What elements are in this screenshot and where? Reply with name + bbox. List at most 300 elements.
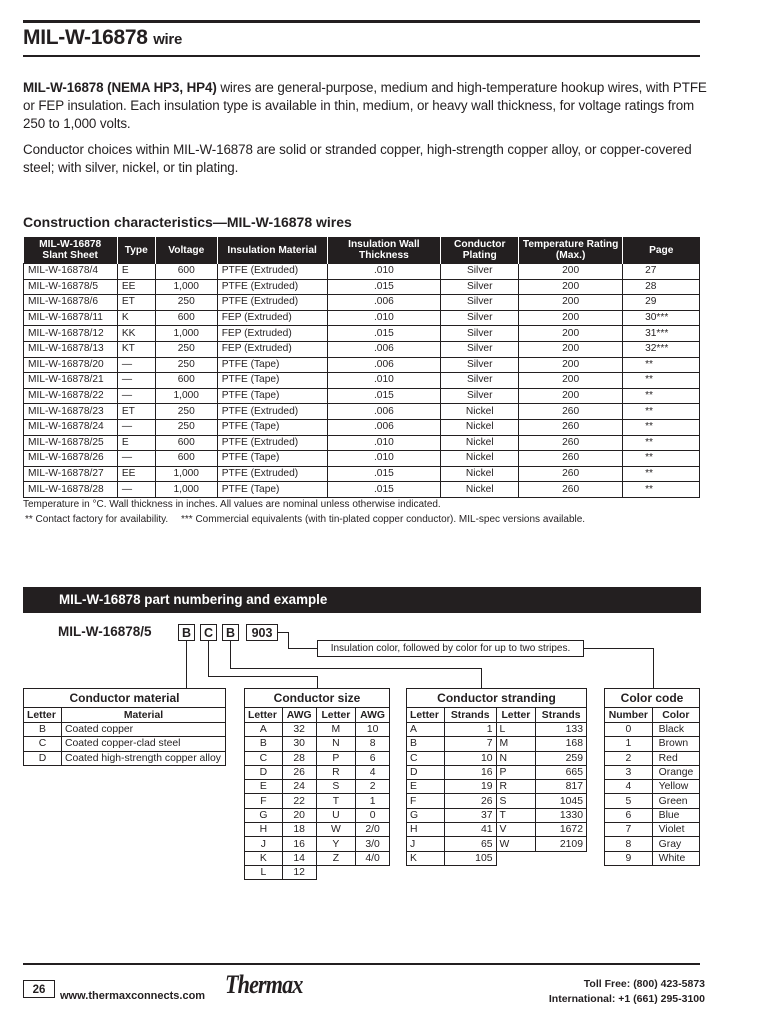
table-cell: FEP (Extruded) xyxy=(217,326,327,342)
table-row xyxy=(605,765,700,779)
table-row xyxy=(24,419,700,435)
table-cell: Silver xyxy=(441,295,519,311)
connector-line xyxy=(208,676,318,677)
table-cell: 200 xyxy=(519,326,623,342)
table-cell: Green xyxy=(652,794,699,808)
table-cell: 4 xyxy=(356,765,390,779)
table-cell: 600 xyxy=(155,264,217,280)
table-cell: 250 xyxy=(155,404,217,420)
table-cell: ET xyxy=(117,295,155,311)
table-cell: Silver xyxy=(441,388,519,404)
intro-paragraph-2: Conductor choices within MIL-W-16878 are solid or stranded copper, high-strength copper alloy, or copper-covered steel; with silver, nickel, or tin plating. xyxy=(23,142,692,175)
table-cell: 6 xyxy=(605,808,653,822)
table-row xyxy=(24,723,226,737)
table-cell: MIL-W-16878/27 xyxy=(24,466,118,482)
conductor-material-header xyxy=(24,708,226,723)
table-cell: ** xyxy=(623,373,700,389)
table-cell: 31*** xyxy=(623,326,700,342)
table-row xyxy=(605,808,700,822)
table-cell: .015 xyxy=(327,326,441,342)
column-header: Insulation Material xyxy=(217,237,327,264)
website-link[interactable]: www.thermaxconnects.com xyxy=(60,990,206,1002)
table-cell: — xyxy=(117,482,155,498)
table-row xyxy=(24,388,700,404)
table-cell: P xyxy=(496,765,536,779)
title-main: MIL-W-16878 xyxy=(23,26,148,49)
table-cell: MIL-W-16878/13 xyxy=(24,341,118,357)
construction-note-2 xyxy=(25,514,585,525)
part-numbering-heading: MIL-W-16878 part numbering and example xyxy=(59,592,328,607)
table-cell: ET xyxy=(117,404,155,420)
table-cell: 200 xyxy=(519,341,623,357)
table-row xyxy=(407,737,587,751)
table-cell: 3 xyxy=(605,765,653,779)
table-cell: W xyxy=(496,837,536,851)
table-cell: Silver xyxy=(441,373,519,389)
international-phone: International: +1 (661) 295-3100 xyxy=(548,993,705,1005)
footer-rule xyxy=(23,963,700,965)
table-cell: M xyxy=(496,737,536,751)
table-cell: 133 xyxy=(536,723,587,737)
table-cell: PTFE (Tape) xyxy=(217,357,327,373)
table-cell: Coated copper-clad steel xyxy=(61,737,225,751)
construction-header-row xyxy=(24,237,700,264)
table-cell: L xyxy=(496,723,536,737)
table-cell: 7 xyxy=(605,823,653,837)
table-cell: 1045 xyxy=(536,794,587,808)
table-cell: 28 xyxy=(282,751,316,765)
table-cell: — xyxy=(117,373,155,389)
table-cell: 2 xyxy=(356,780,390,794)
table-row xyxy=(24,373,700,389)
table-cell: E xyxy=(245,780,283,794)
table-row xyxy=(24,357,700,373)
table-cell: Orange xyxy=(652,765,699,779)
table-cell: 259 xyxy=(536,751,587,765)
connector-line xyxy=(653,648,654,688)
column-header: Voltage xyxy=(155,237,217,264)
construction-body xyxy=(24,264,700,498)
table-cell: 600 xyxy=(155,435,217,451)
table-cell: V xyxy=(496,823,536,837)
table-row xyxy=(245,851,390,865)
table-cell: 260 xyxy=(519,419,623,435)
table-cell: .015 xyxy=(327,279,441,295)
column-header: Letter xyxy=(407,708,445,723)
table-row xyxy=(24,751,226,765)
table-cell: Silver xyxy=(441,264,519,280)
table-row xyxy=(245,865,390,879)
conductor-size-header xyxy=(245,708,390,723)
table-cell: FEP (Extruded) xyxy=(217,341,327,357)
table-row xyxy=(407,794,587,808)
table-cell: 260 xyxy=(519,466,623,482)
table-cell: 200 xyxy=(519,388,623,404)
example-box-stranding: B xyxy=(222,624,239,641)
table-row xyxy=(407,851,587,865)
table-cell: MIL-W-16878/28 xyxy=(24,482,118,498)
table-cell: Black xyxy=(652,723,699,737)
conductor-size-title: Conductor size xyxy=(245,689,390,708)
table-cell: — xyxy=(117,388,155,404)
table-cell: 817 xyxy=(536,780,587,794)
table-cell: 27 xyxy=(623,264,700,280)
table-row xyxy=(24,264,700,280)
table-cell: 8 xyxy=(605,837,653,851)
column-header: Type xyxy=(117,237,155,264)
table-cell: G xyxy=(407,808,445,822)
table-row xyxy=(24,279,700,295)
table-cell: PTFE (Tape) xyxy=(217,419,327,435)
column-header: Number xyxy=(605,708,653,723)
table-cell: 250 xyxy=(155,341,217,357)
table-cell: 665 xyxy=(536,765,587,779)
column-header: Letter xyxy=(24,708,62,723)
table-cell: Y xyxy=(316,837,356,851)
column-header: MIL-W-16878 Slant Sheet xyxy=(24,237,118,264)
table-cell: .006 xyxy=(327,404,441,420)
table-cell: 0 xyxy=(356,808,390,822)
table-cell: 168 xyxy=(536,737,587,751)
table-cell: — xyxy=(117,419,155,435)
table-cell: N xyxy=(496,751,536,765)
table-cell: 4 xyxy=(605,780,653,794)
table-cell: .006 xyxy=(327,419,441,435)
table-row xyxy=(407,723,587,737)
table-cell: 41 xyxy=(444,823,496,837)
table-row xyxy=(245,723,390,737)
table-cell: PTFE (Extruded) xyxy=(217,264,327,280)
table-cell: M xyxy=(316,723,356,737)
connector-line xyxy=(208,641,209,676)
table-cell: 260 xyxy=(519,435,623,451)
table-cell: PTFE (Extruded) xyxy=(217,295,327,311)
table-cell: PTFE (Extruded) xyxy=(217,466,327,482)
construction-heading: Construction characteristics—MIL-W-16878 wires xyxy=(23,214,352,230)
table-cell: 0 xyxy=(605,723,653,737)
table-cell: KK xyxy=(117,326,155,342)
table-cell: MIL-W-16878/25 xyxy=(24,435,118,451)
table-cell: B xyxy=(24,723,62,737)
table-row xyxy=(605,837,700,851)
table-cell: MIL-W-16878/4 xyxy=(24,264,118,280)
table-cell: .010 xyxy=(327,451,441,467)
color-callout: Insulation color, followed by color for up to two stripes. xyxy=(317,640,584,657)
table-cell: Yellow xyxy=(652,780,699,794)
table-cell: .015 xyxy=(327,388,441,404)
table-cell: 30 xyxy=(282,737,316,751)
thermax-logo: Thermax xyxy=(225,970,303,999)
table-cell: MIL-W-16878/5 xyxy=(24,279,118,295)
column-header: Temperature Rating (Max.) xyxy=(519,237,623,264)
table-cell: 9 xyxy=(605,851,653,865)
table-row xyxy=(245,751,390,765)
table-cell: 200 xyxy=(519,295,623,311)
example-box-color: 903 xyxy=(246,624,278,641)
table-cell: MIL-W-16878/23 xyxy=(24,404,118,420)
table-cell: Gray xyxy=(652,837,699,851)
table-cell: Brown xyxy=(652,737,699,751)
table-cell: E xyxy=(117,435,155,451)
table-cell: 200 xyxy=(519,264,623,280)
connector-line xyxy=(230,668,482,669)
conductor-stranding-header xyxy=(407,708,587,723)
table-cell: Nickel xyxy=(441,435,519,451)
table-cell: K xyxy=(245,851,283,865)
table-cell: F xyxy=(245,794,283,808)
table-cell: 1,000 xyxy=(155,466,217,482)
construction-table xyxy=(23,237,700,498)
table-row xyxy=(605,794,700,808)
table-row xyxy=(407,751,587,765)
intro-text: wires are general-purpose, medium and high-temperature hookup wires, with PTFE or FEP insulation. Each insulation type is available in thin, medium, or heavy wall thickness, for voltage ratings from 250 to 1,000 volts. xyxy=(23,80,707,131)
table-row xyxy=(605,823,700,837)
table-cell: F xyxy=(407,794,445,808)
table-row xyxy=(605,723,700,737)
table-cell: 30*** xyxy=(623,310,700,326)
table-cell: Silver xyxy=(441,279,519,295)
connector-line xyxy=(288,632,289,648)
table-cell: 200 xyxy=(519,279,623,295)
table-cell: 18 xyxy=(282,823,316,837)
table-cell: 14 xyxy=(282,851,316,865)
table-row xyxy=(605,780,700,794)
table-row xyxy=(24,341,700,357)
table-cell: 260 xyxy=(519,451,623,467)
table-cell: D xyxy=(24,751,62,765)
table-cell: D xyxy=(245,765,283,779)
table-cell: C xyxy=(24,737,62,751)
table-cell: MIL-W-16878/6 xyxy=(24,295,118,311)
table-cell: C xyxy=(407,751,445,765)
column-header: Strands xyxy=(536,708,587,723)
table-cell: W xyxy=(316,823,356,837)
table-cell: .010 xyxy=(327,310,441,326)
table-cell: 24 xyxy=(282,780,316,794)
table-row xyxy=(24,482,700,498)
color-code-header xyxy=(605,708,700,723)
table-row xyxy=(605,851,700,865)
table-cell: Silver xyxy=(441,326,519,342)
table-cell: 37 xyxy=(444,808,496,822)
table-cell: Nickel xyxy=(441,419,519,435)
table-cell: 19 xyxy=(444,780,496,794)
conductor-size-table xyxy=(244,688,390,880)
connector-line xyxy=(278,632,288,633)
table-row xyxy=(245,823,390,837)
table-cell: .010 xyxy=(327,373,441,389)
table-cell: .006 xyxy=(327,295,441,311)
table-cell: EE xyxy=(117,466,155,482)
table-row xyxy=(24,466,700,482)
table-cell: 260 xyxy=(519,404,623,420)
table-cell: PTFE (Tape) xyxy=(217,482,327,498)
table-row xyxy=(245,808,390,822)
table-cell: S xyxy=(316,780,356,794)
table-cell: ** xyxy=(623,357,700,373)
table-cell: Violet xyxy=(652,823,699,837)
table-cell: PTFE (Extruded) xyxy=(217,404,327,420)
example-prefix: MIL-W-16878/5 xyxy=(58,624,152,639)
table-cell: 16 xyxy=(282,837,316,851)
column-header: Letter xyxy=(245,708,283,723)
intro-paragraph-1 xyxy=(23,79,713,133)
table-cell: B xyxy=(407,737,445,751)
connector-line xyxy=(230,641,231,668)
table-cell: 1,000 xyxy=(155,326,217,342)
table-cell: 250 xyxy=(155,357,217,373)
table-cell: K xyxy=(407,851,445,865)
table-cell: U xyxy=(316,808,356,822)
column-header: Color xyxy=(652,708,699,723)
table-cell: 26 xyxy=(444,794,496,808)
column-header: AWG xyxy=(356,708,390,723)
color-code-title: Color code xyxy=(605,689,700,708)
table-cell: Coated copper xyxy=(61,723,225,737)
table-cell: 29 xyxy=(623,295,700,311)
table-cell: 1 xyxy=(605,737,653,751)
table-cell: Red xyxy=(652,751,699,765)
table-cell: 32 xyxy=(282,723,316,737)
table-cell: 200 xyxy=(519,310,623,326)
conductor-material-title: Conductor material xyxy=(24,689,226,708)
intro-bold: MIL-W-16878 (NEMA HP3, HP4) xyxy=(23,80,217,95)
table-cell: PTFE (Tape) xyxy=(217,451,327,467)
table-row xyxy=(407,780,587,794)
table-cell: Nickel xyxy=(441,466,519,482)
table-row xyxy=(407,808,587,822)
note-availability: ** Contact factory for availability. xyxy=(25,514,169,525)
table-cell: 200 xyxy=(519,357,623,373)
conductor-material-table xyxy=(23,688,226,766)
table-cell: 3/0 xyxy=(356,837,390,851)
table-cell: K xyxy=(117,310,155,326)
table-cell: Silver xyxy=(441,341,519,357)
table-cell: Coated high-strength copper alloy xyxy=(61,751,225,765)
table-row xyxy=(24,310,700,326)
table-row xyxy=(245,765,390,779)
table-row xyxy=(245,737,390,751)
conductor-stranding-title: Conductor stranding xyxy=(407,689,587,708)
table-cell: J xyxy=(407,837,445,851)
table-cell: Blue xyxy=(652,808,699,822)
table-cell: G xyxy=(245,808,283,822)
table-cell: 2 xyxy=(605,751,653,765)
table-cell: 6 xyxy=(356,751,390,765)
table-row xyxy=(245,794,390,808)
tollfree-phone: Toll Free: (800) 423-5873 xyxy=(583,978,705,990)
connector-line xyxy=(584,648,653,649)
table-cell: .006 xyxy=(327,341,441,357)
table-row xyxy=(24,435,700,451)
table-cell: PTFE (Extruded) xyxy=(217,279,327,295)
table-cell: 8 xyxy=(356,737,390,751)
table-cell: C xyxy=(245,751,283,765)
table-cell: MIL-W-16878/12 xyxy=(24,326,118,342)
color-code-table xyxy=(604,688,700,866)
table-row xyxy=(24,295,700,311)
table-cell: 16 xyxy=(444,765,496,779)
contact-info xyxy=(549,977,705,1007)
table-cell: Nickel xyxy=(441,404,519,420)
table-cell: 1,000 xyxy=(155,279,217,295)
top-rule-thick xyxy=(23,20,700,23)
table-cell: EE xyxy=(117,279,155,295)
table-cell: H xyxy=(245,823,283,837)
table-cell: 250 xyxy=(155,295,217,311)
table-cell: D xyxy=(407,765,445,779)
table-cell: A xyxy=(407,723,445,737)
note-commercial: *** Commercial equivalents (with tin-plated copper conductor). MIL-spec versions available. xyxy=(181,514,586,525)
table-cell: ** xyxy=(623,435,700,451)
table-cell: ** xyxy=(623,466,700,482)
table-cell: Nickel xyxy=(441,482,519,498)
table-cell: .006 xyxy=(327,357,441,373)
table-cell: 2/0 xyxy=(356,823,390,837)
table-cell: 105 xyxy=(444,851,496,865)
table-cell: ** xyxy=(623,419,700,435)
table-cell: B xyxy=(245,737,283,751)
table-cell: .015 xyxy=(327,482,441,498)
table-cell: P xyxy=(316,751,356,765)
title-underline xyxy=(23,55,700,57)
table-cell: — xyxy=(117,451,155,467)
table-cell: 600 xyxy=(155,373,217,389)
table-row xyxy=(245,780,390,794)
table-cell: ** xyxy=(623,451,700,467)
column-header: Letter xyxy=(496,708,536,723)
table-cell: 5 xyxy=(605,794,653,808)
table-cell: FEP (Extruded) xyxy=(217,310,327,326)
table-cell: 10 xyxy=(356,723,390,737)
construction-note-1: Temperature in °C. Wall thickness in inches. All values are nominal unless otherwise indicated. xyxy=(23,499,441,510)
table-cell: N xyxy=(316,737,356,751)
table-cell: Nickel xyxy=(441,451,519,467)
table-cell: PTFE (Extruded) xyxy=(217,435,327,451)
table-cell: MIL-W-16878/21 xyxy=(24,373,118,389)
conductor-stranding-table xyxy=(406,688,587,866)
table-cell: 12 xyxy=(282,865,316,879)
table-cell: 65 xyxy=(444,837,496,851)
table-row xyxy=(605,751,700,765)
table-row xyxy=(24,737,226,751)
table-cell: 1330 xyxy=(536,808,587,822)
table-row xyxy=(407,837,587,851)
example-box-material: B xyxy=(178,624,195,641)
table-cell: T xyxy=(496,808,536,822)
table-cell: R xyxy=(496,780,536,794)
table-cell: 2109 xyxy=(536,837,587,851)
table-cell: PTFE (Tape) xyxy=(217,388,327,404)
column-header: Page xyxy=(623,237,700,264)
table-cell: .010 xyxy=(327,264,441,280)
part-numbering-band xyxy=(23,587,701,613)
column-header: AWG xyxy=(282,708,316,723)
column-header: Insulation Wall Thickness xyxy=(327,237,441,264)
table-cell: 32*** xyxy=(623,341,700,357)
page-title xyxy=(23,26,182,50)
table-cell: MIL-W-16878/22 xyxy=(24,388,118,404)
table-cell: 600 xyxy=(155,310,217,326)
table-cell: 10 xyxy=(444,751,496,765)
table-cell: L xyxy=(245,865,283,879)
table-cell: 1 xyxy=(444,723,496,737)
table-row xyxy=(24,326,700,342)
table-row xyxy=(605,737,700,751)
table-cell: R xyxy=(316,765,356,779)
title-sub: wire xyxy=(153,31,183,48)
table-cell: .015 xyxy=(327,466,441,482)
